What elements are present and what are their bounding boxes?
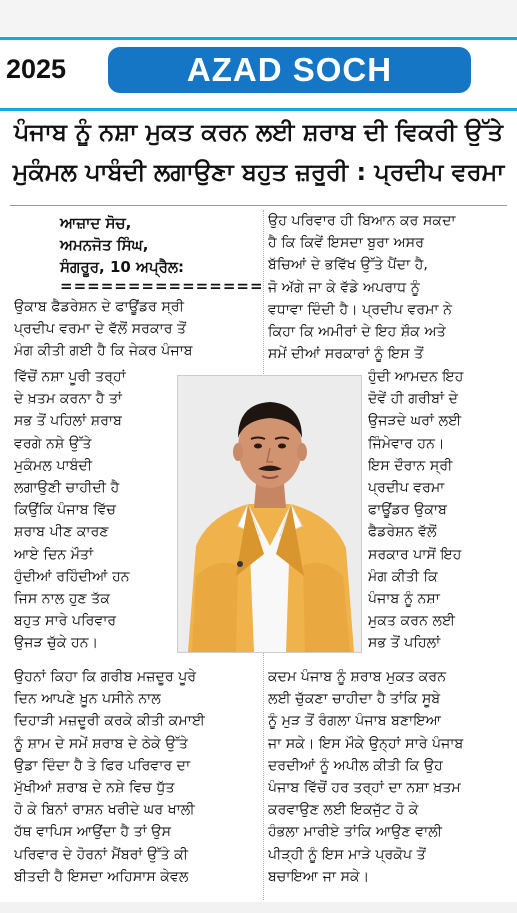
- text-line: ਲਗਾਉਣੀ ਚਾਹੀਦੀ ਹੈ: [14, 480, 120, 497]
- text-line: ਨੂੰ ਮੁੜ ਤੋਂ ਰੰਗਲਾ ਪੰਜਾਬ ਬਣਾਇਆ: [268, 713, 442, 730]
- right-column-bottom: [268, 666, 510, 888]
- text-line: ਇਸ ਦੌਰਾਨ ਸ੍ਰੀ: [368, 457, 453, 474]
- dateline-place-date: ਸੰਗਰੂਰ, 10 ਅਪ੍ਰੈਲ:: [60, 258, 185, 276]
- text-line: ਵਰਗੇ ਨਸ਼ੇ ਉੱਤੇ: [14, 435, 92, 452]
- text-line: ਸਮੇਂ ਦੀਆਂ ਸਰਕਾਰਾਂ ਨੂੰ ਇਸ ਤੋਂ: [268, 346, 424, 363]
- text-line: ਵਿੱਚੋਂ ਨਸ਼ਾ ਪੂਰੀ ਤਰ੍ਹਾਂ: [14, 369, 126, 385]
- brand-logo: AZAD SOCH: [186, 51, 393, 88]
- text-line: ਦਿਨ ਆਪਣੇ ਖ਼ੂਨ ਪਸੀਨੇ ਨਾਲ: [14, 691, 161, 708]
- text-line: ਹੁੰਦੀਆਂ ਰਹਿੰਦੀਆਂ ਹਨ: [14, 568, 130, 585]
- text-line: ਹੰਭਲਾ ਮਾਰੀਏ ਤਾਂਕਿ ਆਉਣ ਵਾਲੀ: [268, 824, 443, 841]
- text-line: ਸਰਕਾਰ ਪਾਸੋਂ ਇਹ: [368, 546, 462, 563]
- right-column-top: [268, 210, 510, 365]
- portrait-illustration: [178, 376, 361, 652]
- text-line: ਲਈ ਚੁੱਕਣਾ ਚਾਹੀਦਾ ਹੈ ਤਾਂਕਿ ਸੂਬੇ: [268, 691, 441, 708]
- text-line: ਉਕਾਬ ਫੈਡਰੇਸ਼ਨ ਦੇ ਫਾਊਂਡਰ ਸ੍ਰੀ: [14, 299, 184, 315]
- headline-line-2: ਮੁਕੰਮਲ ਪਾਬੰਦੀ ਲਗਾਉਣਾ ਬਹੁਤ ਜ਼ਰੂਰੀ : ਪ੍ਰਦੀਪ ਵਰਮਾ: [12, 158, 505, 186]
- text-line: ਨੂੰ ਸ਼ਾਮ ਦੇ ਸਮੇਂ ਸ਼ਰਾਬ ਦੇ ਠੇਕੇ ਉੱਤੇ: [14, 735, 188, 752]
- footer-strip: [0, 902, 517, 913]
- dateline-source: ਆਜ਼ਾਦ ਸੋਚ,: [60, 214, 132, 232]
- text-line: ਉਡਾ ਦਿੰਦਾ ਹੈ ਤੇ ਫਿਰ ਪਰਿਵਾਰ ਦਾ: [14, 757, 191, 774]
- text-line: ਪ੍ਰਦੀਪ ਵਰਮਾ: [368, 480, 445, 497]
- dateline-separator: ===============: [60, 277, 264, 295]
- edition-year: 2025: [6, 54, 67, 84]
- text-line: ਕਿਉਂਕਿ ਪੰਜਾਬ ਵਿੱਚ: [14, 502, 117, 519]
- dateline: [60, 212, 260, 278]
- text-line: ਮੁੱਖੀਆਂ ਸ਼ਰਾਬ ਦੇ ਨਸ਼ੇ ਵਿਚ ਧੁੱਤ: [14, 780, 175, 797]
- text-line: ਪੰਜਾਬ ਨੂੰ ਨਸ਼ਾ: [368, 591, 440, 608]
- left-column-bottom: [14, 666, 262, 888]
- text-line: ਬਹੁਤ ਸਾਰੇ ਪਰਿਵਾਰ: [14, 613, 117, 630]
- text-line: ਸਭ ਤੋਂ ਪਹਿਲਾਂ: [368, 635, 441, 652]
- text-line: ਮੁਕਤ ਕਰਨ ਲਈ: [368, 613, 456, 630]
- headline-line-1: ਪੰਜਾਬ ਨੂੰ ਨਸ਼ਾ ਮੁਕਤ ਕਰਨ ਲਈ ਸ਼ਰਾਬ ਦੀ ਵਿਕਰੀ ਉੱਤੇ: [13, 118, 504, 146]
- text-line: ਪਰਿਵਾਰ ਦੇ ਹੋਰਨਾਂ ਮੈਂਬਰਾਂ ਉੱਤੇ ਕੀ: [14, 846, 189, 863]
- text-line: ਪੀੜ੍ਹੀ ਨੂੰ ਇਸ ਮਾੜੇ ਪ੍ਰਕੋਪ ਤੋਂ: [268, 846, 426, 863]
- text-line: ਦੋਵੇਂ ਹੀ ਗਰੀਬਾਂ ਦੇ: [368, 391, 458, 408]
- right-column-wrap: [368, 366, 510, 655]
- text-line: ਮੰਗ ਕੀਤੀ ਗਈ ਹੈ ਕਿ ਜੇਕਰ ਪੰਜਾਬ: [14, 343, 193, 360]
- text-line: ਬੀਤਦੀ ਹੈ ਇਸਦਾ ਅਹਿਸਾਸ ਕੇਵਲ: [14, 868, 189, 885]
- left-column-wrap: [14, 366, 172, 655]
- text-line: ਪੰਜਾਬ ਵਿੱਚੋਂ ਹਰ ਤਰ੍ਹਾਂ ਦਾ ਨਸ਼ਾ ਖ਼ਤਮ: [268, 780, 461, 797]
- text-line: ਆਏ ਦਿਨ ਮੌਤਾਂ: [14, 546, 94, 563]
- text-line: ਦੇ ਖ਼ਤਮ ਕਰਨਾ ਹੈ ਤਾਂ: [14, 391, 123, 408]
- text-line: ਕਦਮ ਪੰਜਾਬ ਨੂੰ ਸ਼ਰਾਬ ਮੁਕਤ ਕਰਨ: [268, 669, 447, 685]
- text-line: ਉਜੜ ਚੁੱਕੇ ਹਨ।: [14, 635, 99, 652]
- text-line: ਜਿੰਮੇਵਾਰ ਹਨ।: [368, 435, 445, 452]
- text-line: ਹੁੰਦੀ ਆਮਦਨ ਇਹ: [368, 369, 464, 385]
- text-line: ਜਿਸ ਨਾਲ ਹੁਣ ਤੱਕ: [14, 591, 111, 608]
- text-line: ਬਚਾਇਆ ਜਾ ਸਕੇ।: [268, 868, 370, 885]
- text-line: ਮੁਕੰਮਲ ਪਾਬੰਦੀ: [14, 457, 93, 474]
- text-line: ਕਿਹਾ ਕਿ ਅਮੀਰਾਂ ਦੇ ਇਹ ਸ਼ੌਕ ਅਤੇ: [268, 324, 446, 341]
- left-column-top: [14, 296, 262, 363]
- text-line: ਫਾਊਂਡਰ ਉਕਾਬ: [368, 502, 447, 519]
- dateline-reporter: ਅਮਨਜੋਤ ਸਿੰਘ,: [60, 236, 149, 254]
- text-line: ਦਿਹਾੜੀ ਮਜ਼ਦੂਰੀ ਕਰਕੇ ਕੀਤੀ ਕਮਾਈ: [14, 713, 206, 730]
- top-band: [0, 0, 517, 36]
- text-line: ਵਧਾਵਾ ਦਿੰਦੀ ਹੈ। ਪ੍ਰਦੀਪ ਵਰਮਾ ਨੇ: [268, 301, 452, 318]
- text-line: ਬੱਚਿਆਂ ਦੇ ਭਵਿੱਖ ਉੱਤੇ ਪੈਂਦਾ ਹੈ,: [268, 257, 428, 274]
- portrait-photo: [177, 375, 362, 653]
- text-line: ਦਰਦੀਆਂ ਨੂੰ ਅਪੀਲ ਕੀਤੀ ਕਿ ਉਹ: [268, 757, 443, 774]
- headline-rule: [10, 205, 507, 206]
- text-line: ਜਾ ਸਕੇ। ਇਸ ਮੌਕੇ ਉਨ੍ਹਾਂ ਸਾਰੇ ਪੰਜਾਬ: [268, 735, 464, 752]
- text-line: ਉਜੜਦੇ ਘਰਾਂ ਲਈ: [368, 413, 462, 430]
- text-line: ਫੈਡਰੇਸ਼ਨ ਵੱਲੋਂ: [368, 524, 437, 541]
- text-line: ਹੋ ਕੇ ਬਿਨਾਂ ਰਾਸ਼ਨ ਖਰੀਦੇ ਘਰ ਖਾਲੀ: [14, 802, 195, 819]
- text-line: ਜੋ ਅੱਗੇ ਜਾ ਕੇ ਵੱਡੇ ਅਪਰਾਧ ਨੂੰ: [268, 279, 420, 296]
- text-line: ਉਹਨਾਂ ਕਿਹਾ ਕਿ ਗਰੀਬ ਮਜ਼ਦੂਰ ਪੂਰੇ: [14, 669, 197, 685]
- text-line: ਕਰਵਾਉਣ ਲਈ ਇਕਜੁੱਟ ਹੋ ਕੇ: [268, 802, 419, 819]
- text-line: ਪ੍ਰਦੀਪ ਵਰਮਾ ਦੇ ਵੱਲੋਂ ਸਰਕਾਰ ਤੋਂ: [14, 321, 187, 338]
- text-line: ਹੱਥ ਵਾਪਿਸ ਆਉਂਦਾ ਹੈ ਤਾਂ ਉਸ: [14, 824, 172, 841]
- text-line: ਹੈ ਕਿ ਕਿਵੇਂ ਇਸਦਾ ਬੁਰਾ ਅਸਰ: [268, 235, 425, 252]
- text-line: ਸ਼ਰਾਬ ਪੀਣ ਕਾਰਣ: [14, 524, 109, 541]
- text-line: ਸਭ ਤੋਂ ਪਹਿਲਾਂ ਸ਼ਰਾਬ: [14, 413, 122, 430]
- text-line: ਉਹ ਪਰਿਵਾਰ ਹੀ ਬਿਆਨ ਕਰ ਸਕਦਾ: [268, 213, 456, 229]
- text-line: ਮੰਗ ਕੀਤੀ ਕਿ: [368, 568, 438, 585]
